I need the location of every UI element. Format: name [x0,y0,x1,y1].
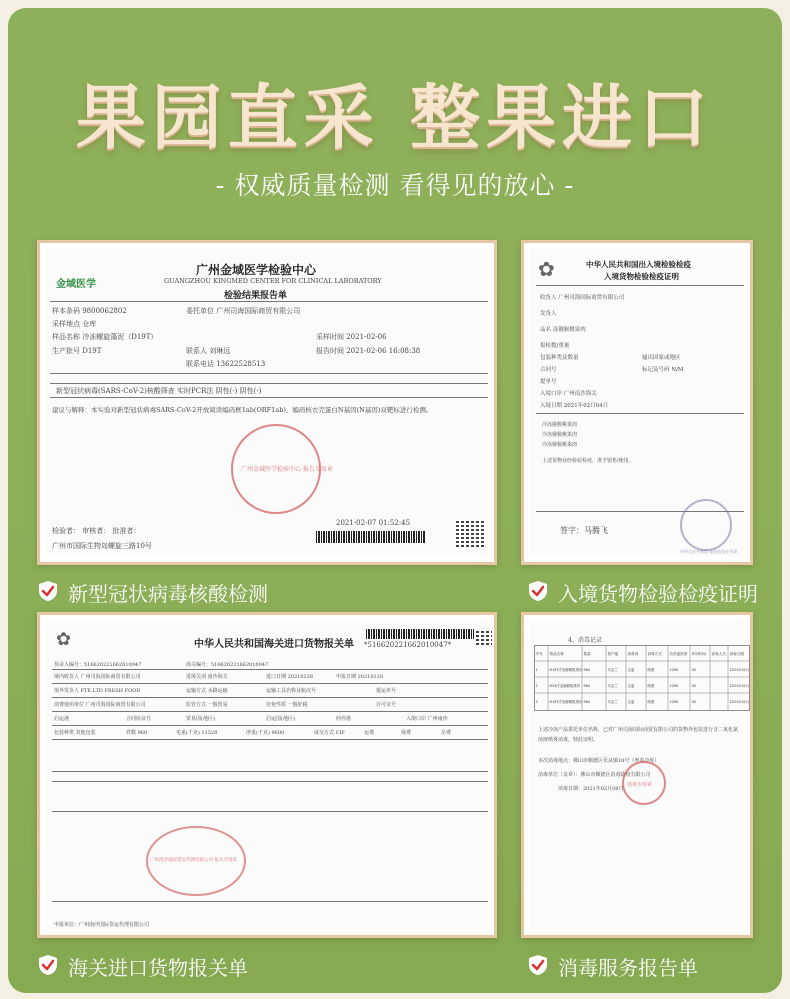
table-cell: 1000 [669,684,679,688]
caption-inspection: 入境货物检验检疫证明 [558,582,758,606]
table-cell: 含氯 [627,684,635,688]
divider [52,697,488,698]
field: 境内收货人 广州司海国际商贸有限公司 [54,674,141,680]
table-cell: 30 [691,684,696,688]
field: 采样时间 2021-02-06 [316,333,387,341]
table-cell: 1000 [669,700,679,704]
divider [52,771,488,772]
report-org-title: 广州金域医学检验中心 [196,263,317,277]
table-cell: 960 [583,668,590,672]
field: 品名 冻猕猴桃果肉 [540,327,586,333]
inspection-note: 冷冻猕猴桃果肉 [542,422,578,428]
table-cell: 1 [535,668,538,672]
report-date: 2021-02-07 01:52:45 [336,519,411,527]
field: 贸易国(地区) [186,716,215,722]
field: 许可证号 [376,702,397,708]
divider [50,373,488,374]
field: 委托单位 广州司海国际商贸有限公司 [186,307,301,315]
emblem-icon: ✿ [56,629,72,650]
table-cell: 960 [583,684,590,688]
field: 杂费 [441,730,452,736]
table-cell: 2021年02月 [729,700,750,704]
divider [52,739,488,740]
signature-line: 检验者： 审核者： 批准者： [52,527,141,535]
page-subtitle: - 权威质量检测 看得见的放心 - [215,171,575,200]
certificate-card-inspection[interactable] [521,240,753,565]
disinfection-date: 消毒日期：2021年02月08日 [558,786,624,792]
field: 征免性质 一般征税 [266,702,308,708]
nucleic-acid-report-document [46,249,488,556]
field: 报告时间 2021-02-06 16:08:38 [316,347,421,355]
table-cell: 含氯 [627,668,635,672]
field: 件数 960 [126,730,148,736]
check-badge-icon [527,580,549,602]
field: 发货人 [540,311,557,317]
certificate-card-nucleic-acid[interactable] [37,240,497,565]
inspection-certificate-document [530,249,744,556]
field: 经停港 [336,716,352,722]
certificate-card-customs[interactable] [37,612,497,938]
divider [52,811,488,812]
field: 入境口岸 广州南沙海关 [540,391,597,397]
table-cell: 2021年02月 [729,684,750,688]
check-badge-icon [37,954,59,976]
table-header-cell: 有效氯浓度 [669,652,688,656]
customs-barcode-text: *516620221662010047* [364,641,452,649]
page-title: 果园直采 整果进口 [75,77,715,159]
field: 生产批号 D19T [52,347,102,355]
table-cell: 喷洒 [647,668,655,672]
field: 收货人 广州司海国际商贸有限公司 [540,295,625,301]
field: 包装种类 其他包装 [54,730,96,736]
field: 启运国(地区) [266,716,295,722]
field: 保费 [401,730,412,736]
divider [52,711,488,712]
test-result-row: 新型冠状病毒(SARS-CoV-2)核酸筛查 实时PCR法 阴性(-) 阴性(-) [56,387,262,395]
inspection-seal-stamp [680,499,732,551]
customs-declaration-document [46,621,488,929]
inspection-note: 上述货物业经检验检疫，准予销售/使用。 [542,458,634,464]
caption-nucleic-acid: 新型冠状病毒核酸检测 [68,582,268,606]
field: 入境日期 2021年02月04日 [540,403,609,409]
field: 样品名称 冷冻螺旋藻泥（D19T） [52,333,158,341]
table-cell: 乌克兰 [607,668,618,672]
inspection-subtitle: 入境货物检验检疫证明 [604,272,679,281]
table-header-cell: 物品名称 [549,652,564,656]
disinfection-table [534,645,750,711]
field: 合同协议号 [126,716,152,722]
caption-customs: 海关进口货物报关单 [68,956,248,980]
divider [50,397,488,398]
field: 申报日期 20210128 [336,674,384,680]
inspector-signature: 签字：马腾飞 [560,526,608,535]
check-badge-icon [37,580,59,602]
disinfection-report-document [530,621,750,929]
table-cell: D19T冷冻猕猴桃果肉 [549,700,583,704]
field: 提运单号 [376,688,397,694]
field: 运输方式 水路运输 [186,688,228,694]
table-cell: 乌克兰 [607,684,618,688]
table-cell: 含氯 [627,700,635,704]
field: 境外发货人 PTE.LTD FRESH FOOD [54,688,141,694]
table-cell: 3 [535,700,538,704]
table-cell: 960 [583,700,590,704]
field: 海关编号：516620221662010047 [186,662,269,668]
divider [50,301,488,302]
divider [52,725,488,726]
table-cell: 2 [535,684,538,688]
table-header-cell: 原产地 [607,652,619,656]
table-header-cell: 消毒方式 [647,652,662,656]
customs-barcode [366,629,474,639]
field: 进口日期 20210128 [266,674,314,680]
table-header-cell: 消毒人员 [711,652,726,656]
section-title: 4、消毒记录 [568,637,602,644]
field: 预录入编号：516620221662010047 [54,662,142,668]
field: 启运港 [54,716,70,722]
table-cell: 2021年02月 [729,668,750,672]
divider [52,683,488,684]
stamp-text: 消毒专用章 [627,782,653,788]
suggestion-text: 建议与解释：本实验对新型冠状病毒SARS-CoV-2开放阅读编码框1ab(ORF1ab)、编码核衣壳蛋白N基因(N基因)双靶标进行检测。 [52,406,433,414]
field: 联系人 刘琳远 [186,347,231,355]
table-cell: 30 [691,700,696,704]
field: 标记及号码 N/M [642,367,684,373]
field: 消费使用单位 广州司海国际商贸有限公司 [54,702,146,708]
table-cell: 喷洒 [647,700,655,704]
declarant-line: 申报单位：广州南沙国际货运代理有限公司 [54,922,150,928]
field: 采样地点 仓库 [52,320,97,328]
inspection-note: 冷冻猕猴桃果肉 [542,442,578,448]
divider [52,901,488,902]
report-subtitle: 检验结果报告单 [224,291,288,301]
report-barcode [316,531,426,543]
disinfection-location: 本次消毒地点：佛山市顺德区乐从镇18号（粤泰冷库） [538,758,660,764]
field: 包装种类及数量 [540,355,579,361]
qr-code [456,519,484,547]
report-org-title-en: GUANGZHOU KINGMED CENTER FOR CLINICAL LABORATORY [164,277,382,285]
table-cell: 30 [691,668,696,672]
field: 毛重(千克) 11520 [176,730,218,736]
field: 样本条码 9800062802 [52,307,127,315]
divider [536,413,744,414]
field: 净重(千克) 9600 [246,730,285,736]
caption-disinfection: 消毒服务报告单 [558,956,698,980]
divider [50,383,488,384]
inspection-org-title: 中华人民共和国出入境检验检疫 [586,260,691,269]
stamp-text: 广州南沙国际货运代理有限公司 报关专用章 [150,858,237,863]
table-header-cell: 消毒日期 [729,652,744,656]
field: 进境关别 南沙海关 [186,674,228,680]
field: 联系电话 13622528513 [186,360,266,368]
check-badge-icon [527,954,549,976]
emblem-icon: ✿ [538,257,555,281]
kingmed-logo: 金域医学 [56,279,96,290]
qr-code [476,629,492,645]
field: 运费 [364,730,375,736]
disinfection-paragraph: 上述冷冻产品委托单位名称，已对广州司海国际商贸有限公司的货物外包装进行含二氧化氯溶液喷雾消毒，特此证明。 [538,727,739,743]
divider [52,669,488,670]
field: 入境口岸 广州南沙 [406,716,448,722]
table-header-cell: 作用时间 [691,652,706,656]
table-header-cell: 数量 [583,652,591,656]
stamp-text: 中华人民共和国 检验检疫专用章 [680,549,738,554]
field: 输出国家或地区 [642,355,681,361]
field: 成交方式 CIF [314,730,345,736]
table-cell: 1000 [669,668,679,672]
divider [536,285,744,286]
certificate-card-disinfection[interactable] [521,612,753,938]
customs-title: 中华人民共和国海关进口货物报关单 [194,639,354,650]
table-cell: 乌克兰 [607,700,618,704]
field: 报检数/重量 [540,343,570,349]
disinfection-unit: 消毒单位（盖章）：佛山市顺德区消毒防疫有限公司 [538,772,651,778]
field: 运输工具名称及航次号 [266,688,317,694]
stamp-text: 广州金域医学检验中心 报告专用章 [241,466,333,473]
table-cell: D19T冷冻猕猴桃果肉 [549,668,583,672]
table-header-cell: 序号 [535,652,543,656]
table-header-cell: 消毒剂 [627,652,639,656]
field: 提单号 [540,379,557,385]
lab-address: 广州市国际生物岛螺旋三路10号 [52,542,152,550]
table-cell: D24冷冻猕猴桃果肉 [549,684,581,688]
field: 监管方式 一般贸易 [186,702,228,708]
divider [52,781,488,782]
table-cell: 喷洒 [647,684,655,688]
inspection-note: 冷冻猕猴桃果肉 [542,432,578,438]
field: 合同号 [540,367,557,373]
